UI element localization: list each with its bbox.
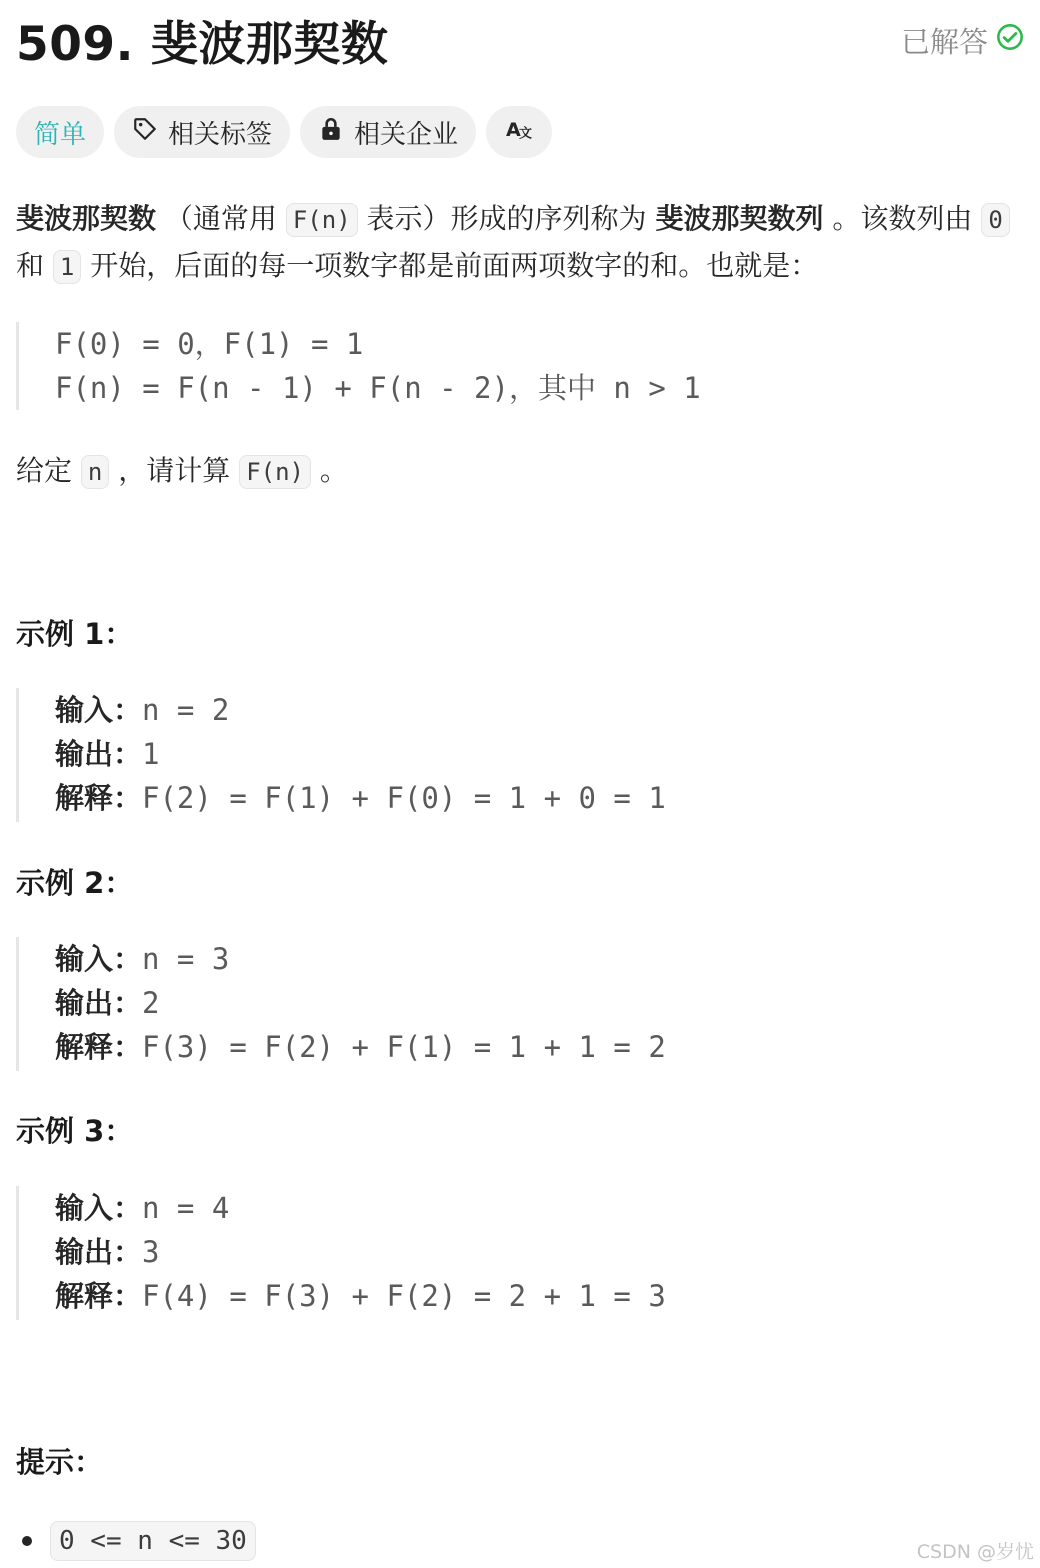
formula-block <box>16 322 701 410</box>
input-label: 输入： <box>55 1191 143 1225</box>
input-label: 输入： <box>55 942 143 976</box>
hint-item <box>22 1521 256 1561</box>
hint-constraint: 0 <= n <= 30 <box>50 1521 256 1561</box>
output-label: 输出： <box>55 986 143 1020</box>
svg-text:文: 文 <box>519 126 533 142</box>
input-label: 输入： <box>55 693 143 727</box>
problem-header <box>16 8 1024 72</box>
problem-title: 509. 斐波那契数 <box>16 16 389 72</box>
code-n: n <box>81 455 109 489</box>
desc-text-1: （通常用 <box>164 202 277 235</box>
explain-label: 解释： <box>55 1279 143 1313</box>
code-fn: F(n) <box>286 203 358 237</box>
example-1-heading: 示例 1： <box>16 617 134 651</box>
output-label: 输出： <box>55 737 143 771</box>
formula-line-2: F(n) = F(n - 1) + F(n - 2)，其中 n > 1 <box>55 371 701 405</box>
solved-status <box>901 20 1024 61</box>
example-2-output: 2 <box>142 986 160 1020</box>
desc-text-3: 。该数列由 <box>832 202 973 235</box>
bullet-dot <box>22 1536 32 1546</box>
difficulty-badge[interactable] <box>16 106 104 158</box>
example-1-explain: F(2) = F(1) + F(0) = 1 + 0 = 1 <box>142 781 666 815</box>
related-companies-label: 相关企业 <box>354 119 459 150</box>
output-label: 输出： <box>55 1235 143 1269</box>
check-circle-icon <box>996 23 1024 58</box>
example-2-block <box>16 937 666 1071</box>
watermark: CSDN @岁忧 <box>916 1541 1034 1563</box>
task-text-period: 。 <box>319 454 348 487</box>
related-companies-button[interactable] <box>300 106 476 158</box>
explain-label: 解释： <box>55 1030 143 1064</box>
svg-text:A: A <box>506 118 521 141</box>
example-1-output: 1 <box>142 737 160 771</box>
example-3-input: n = 4 <box>142 1191 230 1225</box>
example-2-heading: 示例 2： <box>16 866 134 900</box>
translate-button[interactable] <box>486 106 552 158</box>
task-text-calc: ，请计算 <box>118 454 231 487</box>
example-3-block <box>16 1186 666 1320</box>
related-tags-button[interactable] <box>114 106 290 158</box>
related-tags-label: 相关标签 <box>168 119 273 150</box>
task-sentence <box>16 448 1016 495</box>
solved-label: 已解答 <box>900 24 988 59</box>
desc-text-2: 表示）形成的序列称为 <box>366 202 647 235</box>
tag-icon <box>132 116 158 149</box>
term-sequence: 斐波那契数列 <box>655 202 824 235</box>
example-1-input: n = 2 <box>142 693 230 727</box>
example-3-heading: 示例 3： <box>16 1114 134 1148</box>
code-one: 1 <box>53 250 81 284</box>
problem-description <box>16 196 1016 290</box>
problem-chips <box>16 106 552 158</box>
desc-text-and: 和 <box>16 249 45 282</box>
task-text-given: 给定 <box>16 454 73 487</box>
code-zero: 0 <box>981 203 1009 237</box>
example-3-output: 3 <box>142 1235 160 1269</box>
explain-label: 解释： <box>55 781 143 815</box>
example-3-explain: F(4) = F(3) + F(2) = 2 + 1 = 3 <box>142 1279 666 1313</box>
example-1-block <box>16 688 666 822</box>
example-2-input: n = 3 <box>142 942 230 976</box>
lock-icon <box>318 116 344 149</box>
term-fibonacci: 斐波那契数 <box>16 202 157 235</box>
hints-heading: 提示： <box>16 1445 104 1479</box>
translate-icon <box>506 116 532 148</box>
difficulty-label: 简单 <box>34 119 87 150</box>
desc-text-4: 开始，后面的每一项数字都是前面两项数字的和。也就是： <box>90 249 819 282</box>
formula-line-1: F(0) = 0，F(1) = 1 <box>55 327 364 361</box>
code-fn-task: F(n) <box>239 455 311 489</box>
example-2-explain: F(3) = F(2) + F(1) = 1 + 1 = 2 <box>142 1030 666 1064</box>
